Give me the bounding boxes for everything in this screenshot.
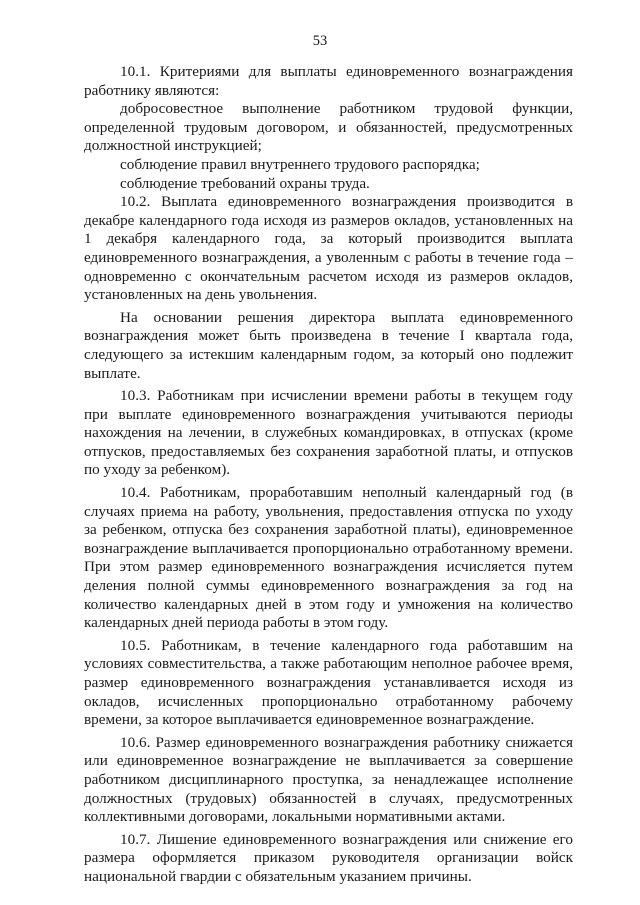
paragraph: 10.3. Работникам при исчислении времени работы в текущем году при выплате единовременного вознаграждения учитываются периоды нахождения на лечении, в служебных командировках, в отпусках (кроме отпусков, предоставляемых без сохранения заработной платы, и отпусков по уходу за ребенком). — [84, 387, 573, 479]
paragraph: 10.2. Выплата единовременного вознаграждения производится в декабре календарного года исходя из размеров окладов, установленных на 1 декабря календарного года, за который производится выплата единовременного вознаграждения, а уволенным с работы в течение года – одновременно с окончательным расчетом исходя из размеров окладов, установленных на день увольнения. — [84, 193, 573, 304]
paragraph: 10.5. Работникам, в течение календарного года работавшим на условиях совместительства, а также работающим неполное рабочее время, размер единовременного вознаграждения устанавливается исходя из окладов, исчисленных пропорционально отработанному рабочему времени, за которое выплачивается единовременное вознаграждение. — [84, 636, 573, 729]
paragraph: На основании решения директора выплата единовременного вознаграждения может быть произведена в течение I квартала года, следующего за истекшим календарным годом, за который оно подлежит выплате. — [84, 308, 573, 382]
paragraph: 10.6. Размер единовременного вознаграждения работнику снижается или единовременное вознаграждение не выплачивается за совершение работником дисциплинарного проступка, за ненадлежащее исполнение должностных (трудовых) обязанностей в случаях, предусмотренных коллективными договорами, локальными нормативными актами. — [84, 733, 573, 826]
paragraph: 10.1. Критериями для выплаты единовременного вознаграждения работнику являются: — [84, 63, 573, 99]
paragraph: 10.4. Работникам, проработавшим неполный календарный год (в случаях приема на работу, увольнения, предоставления отпуска по уходу за ребенком, отпуска без сохранения заработной платы), единовременное вознаграждение выплачивается пропорционально отработанному времени. При этом размер единовременного вознаграждения исчисляется путем деления полной суммы единовременного вознаграждения за год на количество календарных дней в этом году и умножения на количество календарных дней периода работы в этом году. — [84, 484, 573, 632]
paragraph: добросовестное выполнение работником трудовой функции, определенной трудовым договором, и обязанностей, предусмотренных должностной инструкцией; — [84, 100, 573, 155]
page-number: 53 — [312, 33, 328, 49]
paragraph: 10.7. Лишение единовременного вознаграждения или снижение его размера оформляется приказом руководителя организации войск национальной гвардии с обязательным указанием причины. — [84, 830, 573, 885]
paragraph: соблюдение правил внутреннего трудового распорядка; — [120, 155, 480, 173]
document-body — [84, 63, 573, 887]
paragraph: соблюдение требований охраны труда. — [120, 174, 370, 192]
